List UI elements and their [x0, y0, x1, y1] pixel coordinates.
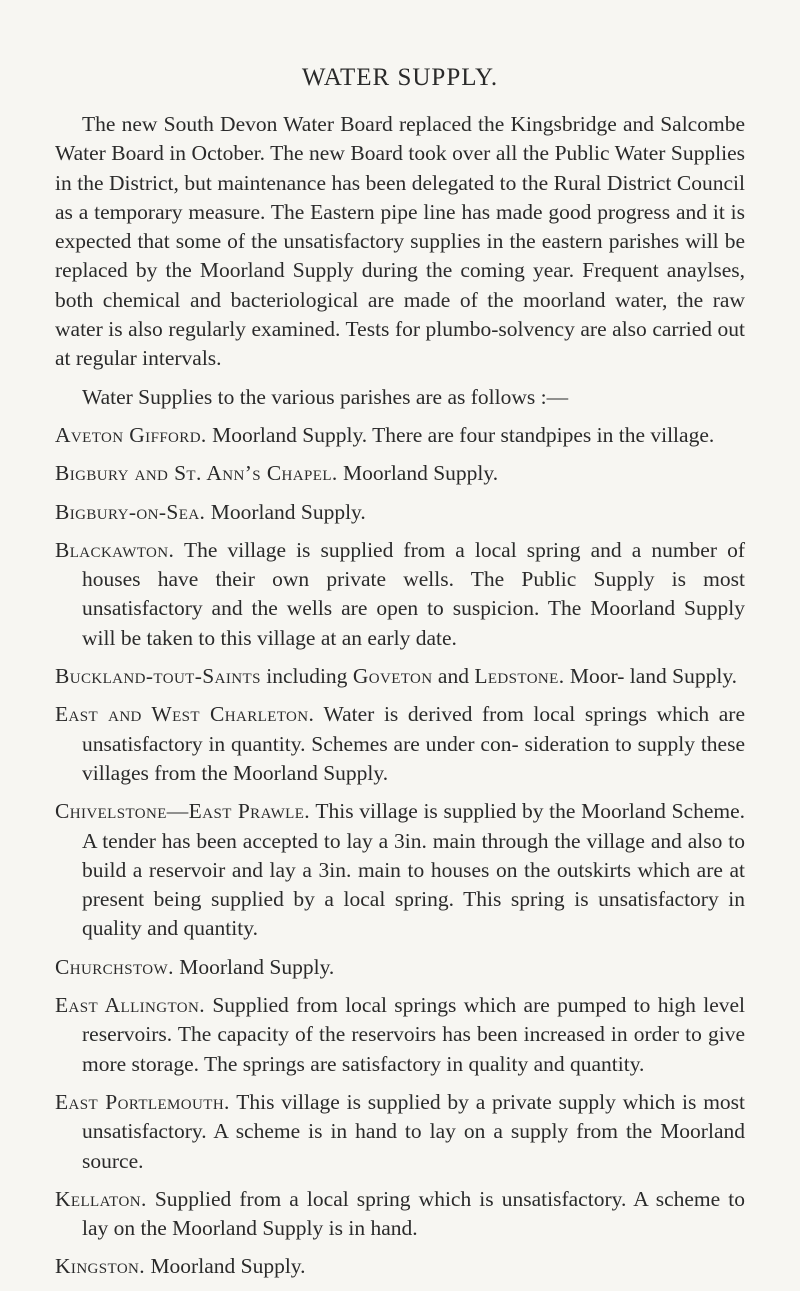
follows-paragraph: Water Supplies to the various parishes are as follows :—	[82, 384, 569, 409]
entry-east-portlemouth	[55, 1088, 745, 1176]
entry-text-2: and	[432, 664, 475, 689]
intro-paragraph: The new South Devon Water Board replaced the Kingsbridge and Salcombe Water Board in October. The new Board took over all the Public Water Supplies in the District, but maintenance has been delegated to the Rural District Council as a temporary measure. The Eastern pipe line has made good progress and it is expected that some of the unsatisfactory supplies in the eastern parishes will be replaced by the Moorland Supply during the coming year. Frequent anaylses, both chemical and bacteriological are made of the moorland water, the raw water is also regularly examined. Tests for plumbo-solvency are also carried out at regular intervals.	[55, 112, 745, 371]
entry-text: Moorland Supply.	[145, 1254, 306, 1279]
place-name: Bigbury-on-Sea.	[55, 499, 206, 524]
entry-text: The village is supplied from a local spring and a number of houses have their own private wells. The Public Supply is most unsatisfactory and the wells are open to suspicion. The Moorland Supply will be taken to this village at an early date.	[82, 537, 745, 650]
entry-text: Supplied from a local spring which is unsatisfactory. A scheme to lay on the Moorland Supply is in hand.	[82, 1186, 745, 1241]
entry-text: Moorland Supply.	[337, 461, 499, 486]
entry-text: This village is supplied by a private supply which is most unsatisfactory. A scheme is in hand to lay on a supply from the Moorland source.	[82, 1089, 746, 1173]
place-name: Buckland-tout-Saints	[55, 664, 261, 689]
place-name: East Allington.	[55, 993, 206, 1018]
entry-aveton-gifford	[55, 421, 745, 450]
entry-chivelstone-east-prawle	[55, 797, 745, 943]
entry-kellaton	[55, 1185, 745, 1244]
entry-bigbury-st-anns-chapel	[55, 459, 745, 488]
place-name-goveton: Goveton	[352, 664, 433, 689]
entry-text: Moorland Supply.	[205, 499, 366, 524]
place-name: Bigbury and St. Ann’s Chapel.	[55, 461, 338, 486]
entry-text: including	[260, 664, 353, 689]
place-name: Aveton Gifford.	[55, 422, 207, 447]
entry-bigbury-on-sea	[55, 498, 745, 527]
document-page	[55, 64, 745, 1291]
place-name: Kellaton.	[55, 1186, 147, 1211]
entry-text: This village is supplied by the Moorland Scheme. A tender has been accepted to lay a 3in. main through the village and also to build a reservoir and lay a 3in. main to houses on the outskirts which are at present being supplied by a local spring. This spring is unsatisfactory in quality and quantity.	[82, 799, 745, 941]
place-name-ledstone: Ledstone.	[474, 664, 565, 689]
place-name: Kingston.	[55, 1254, 146, 1279]
place-name: East Portlemouth.	[55, 1089, 230, 1114]
entry-text: Water is derived from local springs which are unsatisfactory in quantity. Schemes are under con- sideration to supply these villages from the Moorland Supply.	[82, 702, 745, 785]
place-name: Churchstow.	[55, 954, 174, 979]
place-name: East and West Charleton.	[55, 702, 315, 727]
place-name: Blackawton.	[55, 537, 175, 562]
entry-east-west-charleton	[55, 700, 745, 788]
page-title: WATER SUPPLY.	[301, 64, 499, 91]
entry-text-3: Moor- land Supply.	[564, 664, 738, 689]
entry-blackawton	[55, 536, 745, 653]
entry-churchstow	[55, 953, 745, 982]
entry-text: Moorland Supply. There are four standpipes in the village.	[206, 422, 715, 447]
place-name: Chivelstone—East Prawle.	[55, 799, 311, 824]
entry-text: Moorland Supply.	[173, 954, 335, 979]
entry-buckland-tout-saints	[55, 662, 745, 691]
entry-east-allington	[55, 991, 745, 1079]
entry-kingston	[55, 1252, 745, 1281]
entry-text: Supplied from local springs which are pumped to high level reservoirs. The capacity of the reservoirs has been increased in order to give more storage. The springs are satisfactory in quality and quantity.	[82, 993, 746, 1076]
